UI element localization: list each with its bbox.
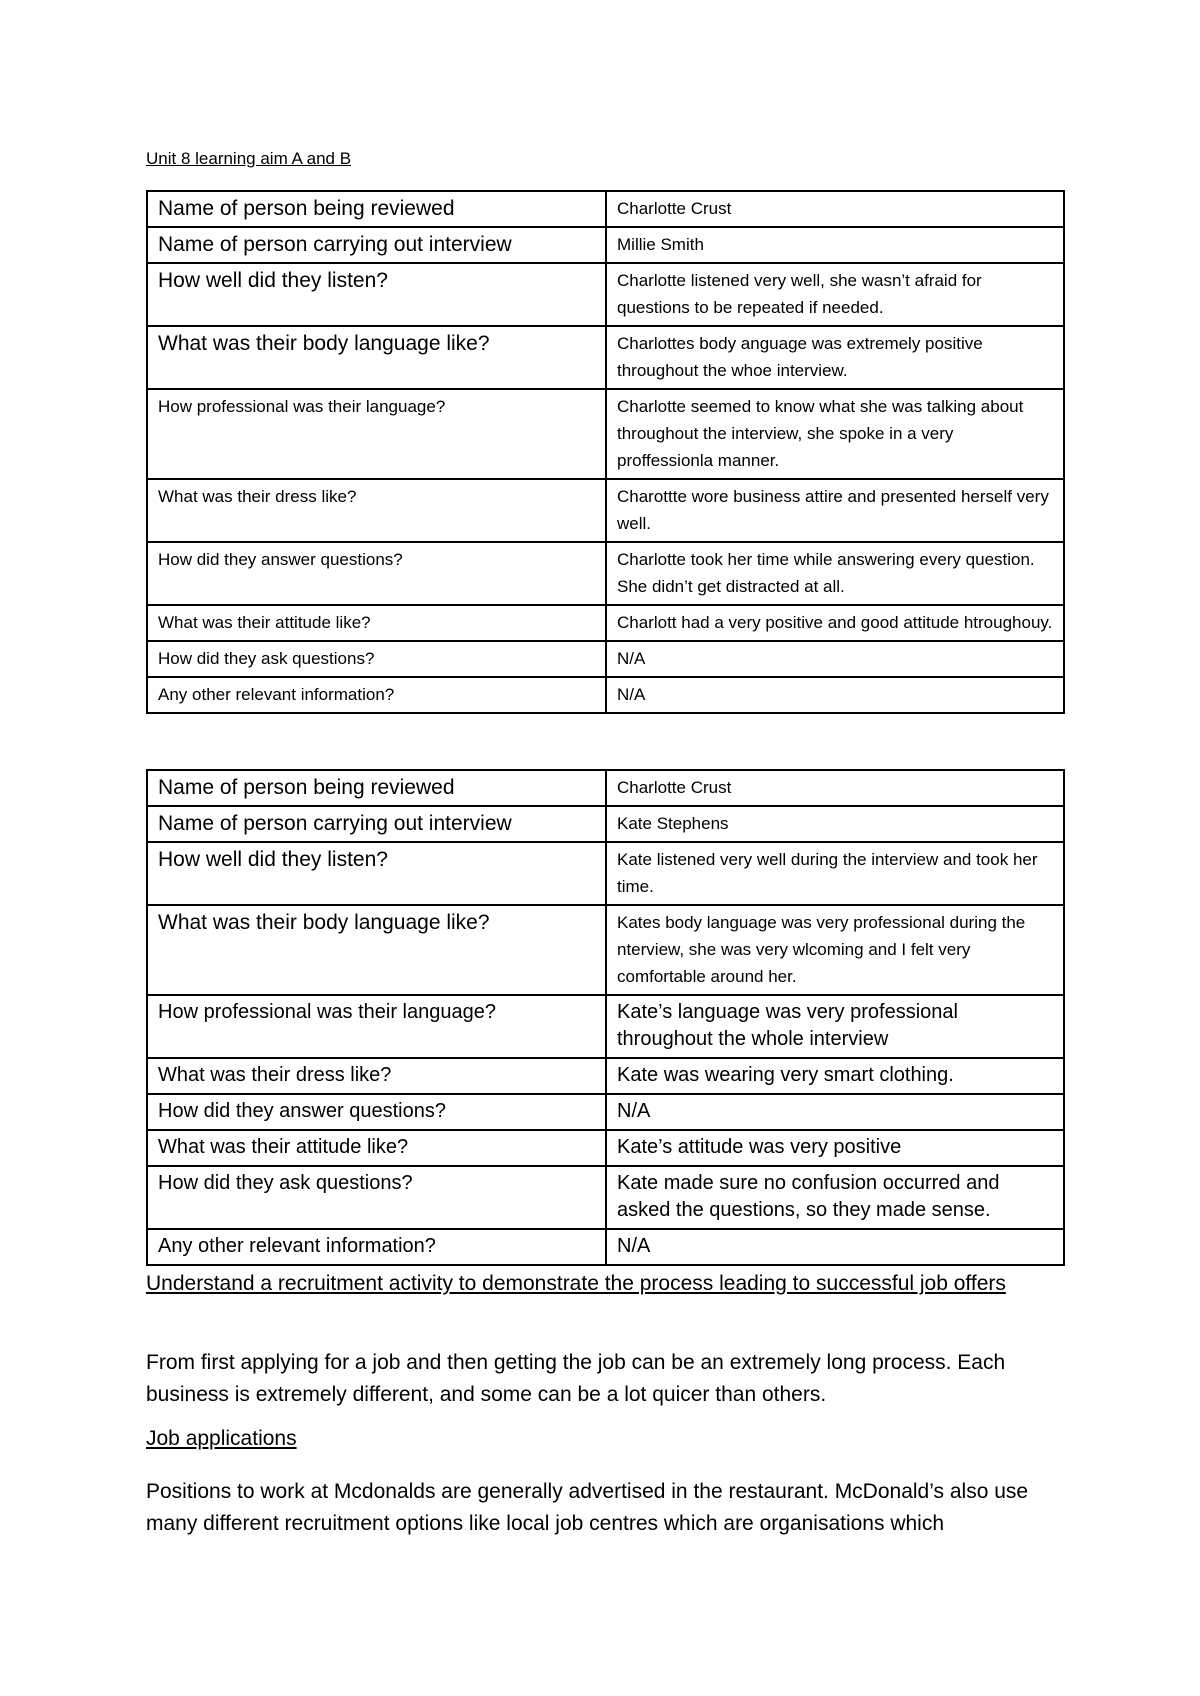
table-row xyxy=(147,605,1064,641)
table-row xyxy=(147,191,1064,227)
table-row xyxy=(147,641,1064,677)
question-cell: How did they ask questions? xyxy=(147,1166,606,1229)
question-cell: What was their body language like? xyxy=(147,905,606,995)
table-row xyxy=(147,842,1064,905)
answer-cell: Kate was wearing very smart clothing. xyxy=(606,1058,1064,1094)
answer-cell: Millie Smith xyxy=(606,227,1064,263)
answer-cell: N/A xyxy=(606,677,1064,713)
paragraph-job-applications: Positions to work at Mcdonalds are generally advertised in the restaurant. McDonald’s also use many different recruitment options like local job centres which are organisations which xyxy=(146,1480,1029,1535)
question-cell: Name of person being reviewed xyxy=(147,770,606,806)
question-cell: What was their dress like? xyxy=(147,479,606,542)
question-cell: Any other relevant information? xyxy=(147,1229,606,1265)
table-row xyxy=(147,542,1064,605)
page-title: Unit 8 learning aim A and B xyxy=(146,149,352,168)
answer-cell: Charlotte listened very well, she wasn’t afraid for questions to be repeated if needed. xyxy=(606,263,1064,326)
answer-cell: Charlotte took her time while answering every question. She didn’t get distracted at all. xyxy=(606,542,1064,605)
question-cell: How well did they listen? xyxy=(147,842,606,905)
section-heading: Understand a recruitment activity to demonstrate the process leading to successful job offers xyxy=(146,1272,1006,1295)
answer-cell: Charlottes body anguage was extremely positive throughout the whoe interview. xyxy=(606,326,1064,389)
question-cell: How did they answer questions? xyxy=(147,1094,606,1130)
table-row xyxy=(147,1058,1064,1094)
answer-cell: Charlotte Crust xyxy=(606,770,1064,806)
question-cell: What was their body language like? xyxy=(147,326,606,389)
question-cell: Name of person carrying out interview xyxy=(147,806,606,842)
question-cell: How professional was their language? xyxy=(147,995,606,1058)
question-cell: Name of person carrying out interview xyxy=(147,227,606,263)
question-cell: What was their attitude like? xyxy=(147,605,606,641)
table-row xyxy=(147,806,1064,842)
table-row xyxy=(147,1166,1064,1229)
answer-cell: Charottte wore business attire and presented herself very well. xyxy=(606,479,1064,542)
review-table-millie xyxy=(146,190,1065,714)
answer-cell: Charlott had a very positive and good attitude htroughouy. xyxy=(606,605,1064,641)
table-row xyxy=(147,479,1064,542)
question-cell: How did they ask questions? xyxy=(147,641,606,677)
answer-cell: Kate’s attitude was very positive xyxy=(606,1130,1064,1166)
answer-cell: N/A xyxy=(606,1094,1064,1130)
question-cell: Name of person being reviewed xyxy=(147,191,606,227)
table-row xyxy=(147,905,1064,995)
question-cell: Any other relevant information? xyxy=(147,677,606,713)
table-row xyxy=(147,326,1064,389)
table-row xyxy=(147,263,1064,326)
question-cell: How well did they listen? xyxy=(147,263,606,326)
question-cell: How professional was their language? xyxy=(147,389,606,479)
table-row xyxy=(147,1130,1064,1166)
question-cell: What was their dress like? xyxy=(147,1058,606,1094)
table-row xyxy=(147,1094,1064,1130)
answer-cell: Kate’s language was very professional throughout the whole interview xyxy=(606,995,1064,1058)
answer-cell: Kate made sure no confusion occurred and asked the questions, so they made sense. xyxy=(606,1166,1064,1229)
answer-cell: N/A xyxy=(606,641,1064,677)
review-table-kate xyxy=(146,769,1065,1266)
question-cell: How did they answer questions? xyxy=(147,542,606,605)
answer-cell: Kates body language was very professional during the nterview, she was very wlcoming and I felt very comfortable around her. xyxy=(606,905,1064,995)
table-row xyxy=(147,677,1064,713)
table-row xyxy=(147,1229,1064,1265)
table-row xyxy=(147,227,1064,263)
subheading-job-applications: Job applications xyxy=(146,1427,297,1450)
answer-cell: Charlotte seemed to know what she was talking about throughout the interview, she spoke in a very proffessionla manner. xyxy=(606,389,1064,479)
answer-cell: Charlotte Crust xyxy=(606,191,1064,227)
question-cell: What was their attitude like? xyxy=(147,1130,606,1166)
table-row xyxy=(147,770,1064,806)
table-row xyxy=(147,389,1064,479)
answer-cell: Kate listened very well during the interview and took her time. xyxy=(606,842,1064,905)
answer-cell: Kate Stephens xyxy=(606,806,1064,842)
paragraph-intro: From first applying for a job and then getting the job can be an extremely long process. Each business is extremely different, and some can be a lot quicer than others. xyxy=(146,1351,1006,1406)
table-row xyxy=(147,995,1064,1058)
answer-cell: N/A xyxy=(606,1229,1064,1265)
